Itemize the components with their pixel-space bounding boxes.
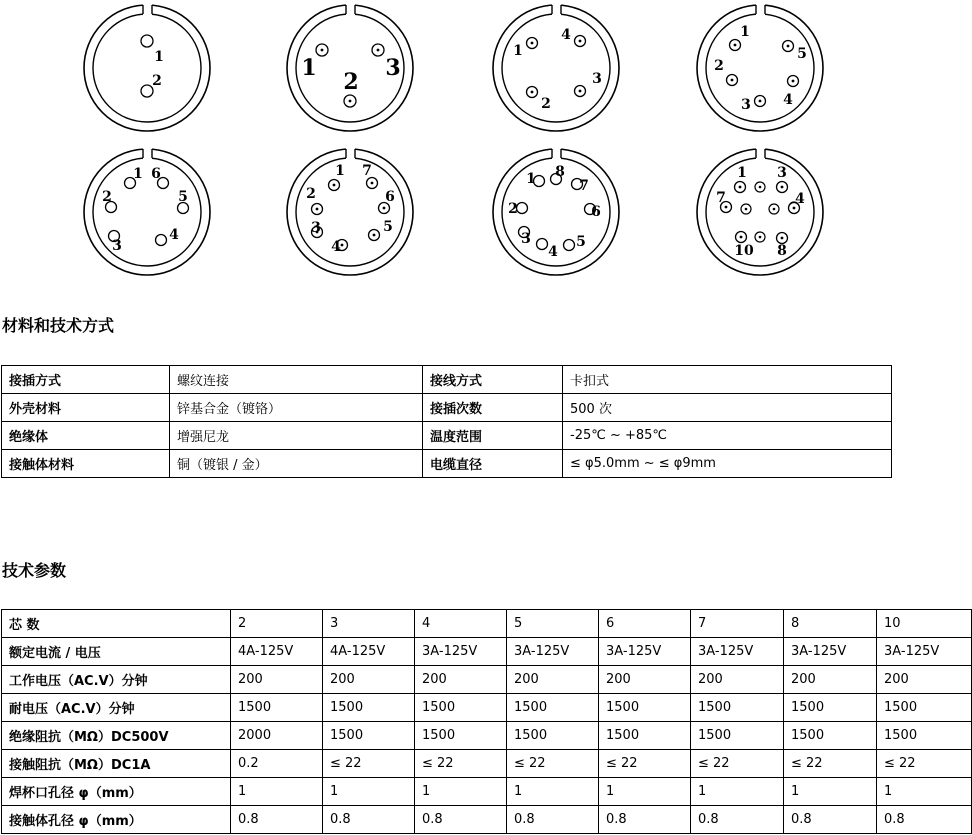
table-cell: 2 bbox=[231, 610, 323, 638]
table-cell: ≤ 22 bbox=[877, 750, 972, 778]
key-notch bbox=[346, 3, 355, 15]
table-cell: 500 次 bbox=[563, 394, 892, 422]
pin-hole bbox=[517, 203, 528, 214]
pin-number-label: 3 bbox=[592, 71, 602, 87]
table-cell: 3A-125V bbox=[507, 638, 599, 666]
table-cell: 锌基合金（镀铬） bbox=[170, 394, 423, 422]
params-row bbox=[2, 778, 972, 806]
table-cell: 4A-125V bbox=[323, 638, 415, 666]
table-header-cell: 电缆直径 bbox=[423, 450, 563, 478]
pin-number-label: 7 bbox=[579, 178, 589, 194]
table-cell: 4A-125V bbox=[231, 638, 323, 666]
pin-hole-dot bbox=[740, 236, 743, 239]
materials-row bbox=[2, 394, 892, 422]
table-cell: 1 bbox=[507, 778, 599, 806]
pin-number-label: 7 bbox=[362, 163, 372, 179]
key-notch bbox=[143, 3, 152, 15]
params-row bbox=[2, 610, 972, 638]
table-cell: 1500 bbox=[784, 722, 877, 750]
connector-outer-ring bbox=[287, 149, 413, 275]
pin-hole-dot bbox=[725, 206, 728, 209]
pin-number-label: 2 bbox=[541, 96, 551, 112]
params-row bbox=[2, 694, 972, 722]
table-cell: ≤ 22 bbox=[415, 750, 507, 778]
pin-number-label: 5 bbox=[797, 46, 807, 62]
params-section-title: 技术参数 bbox=[2, 561, 67, 580]
pin-number-label: 4 bbox=[548, 244, 558, 260]
connector-outer-ring bbox=[84, 5, 210, 131]
table-cell: 200 bbox=[323, 666, 415, 694]
table-cell: 200 bbox=[231, 666, 323, 694]
table-header-cell: 温度范围 bbox=[423, 422, 563, 450]
pin-number-label: 1 bbox=[335, 163, 345, 179]
pin-number-label: 3 bbox=[777, 165, 787, 181]
table-cell: 1500 bbox=[691, 722, 784, 750]
pin-hole bbox=[141, 35, 153, 47]
table-cell: 5 bbox=[507, 610, 599, 638]
pin-number-label: 8 bbox=[777, 243, 787, 259]
table-cell: 6 bbox=[599, 610, 691, 638]
pin-hole-dot bbox=[759, 186, 762, 189]
table-cell: 0.2 bbox=[231, 750, 323, 778]
pin-number-label: 7 bbox=[716, 190, 726, 206]
connector-diagram bbox=[493, 147, 619, 275]
table-cell: 200 bbox=[415, 666, 507, 694]
pin-number-label: 4 bbox=[795, 191, 805, 207]
table-cell: 0.8 bbox=[323, 806, 415, 834]
table-cell: 0.8 bbox=[507, 806, 599, 834]
pin-number-label: 6 bbox=[151, 166, 161, 182]
table-cell: 10 bbox=[877, 610, 972, 638]
pin-number-label: 3 bbox=[311, 220, 321, 236]
pin-number-label: 1 bbox=[740, 24, 750, 40]
table-cell: 200 bbox=[877, 666, 972, 694]
pin-hole bbox=[156, 235, 167, 246]
connector-pinout-diagrams bbox=[0, 0, 972, 290]
pin-number-label: 1 bbox=[301, 55, 317, 81]
connector-outer-ring bbox=[493, 5, 619, 131]
table-cell: 1 bbox=[231, 778, 323, 806]
pin-number-label: 1 bbox=[526, 171, 536, 187]
pin-number-label: 4 bbox=[169, 227, 179, 243]
table-cell: 0.8 bbox=[691, 806, 784, 834]
pin-number-label: 2 bbox=[343, 69, 359, 95]
pin-number-label: 2 bbox=[508, 201, 518, 217]
connector-outer-ring bbox=[697, 149, 823, 275]
key-notch bbox=[756, 147, 765, 159]
params-row bbox=[2, 722, 972, 750]
table-header-cell: 绝缘阻抗（MΩ）DC500V bbox=[2, 722, 231, 750]
pin-hole-dot bbox=[787, 45, 790, 48]
table-header-cell: 工作电压（AC.V）分钟 bbox=[2, 666, 231, 694]
pin-hole-dot bbox=[781, 237, 784, 240]
table-cell: 3 bbox=[323, 610, 415, 638]
table-cell: 1500 bbox=[507, 722, 599, 750]
pin-hole-dot bbox=[371, 182, 374, 185]
pin-number-label: 1 bbox=[737, 165, 747, 181]
pin-hole-dot bbox=[579, 90, 582, 93]
key-notch bbox=[756, 3, 765, 15]
table-cell: 3A-125V bbox=[691, 638, 784, 666]
connector-diagram bbox=[697, 147, 823, 275]
table-cell: ≤ 22 bbox=[507, 750, 599, 778]
table-cell: 1500 bbox=[784, 694, 877, 722]
table-cell: 1 bbox=[415, 778, 507, 806]
pin-number-label: 2 bbox=[714, 58, 724, 74]
table-cell: 4 bbox=[415, 610, 507, 638]
table-cell: 200 bbox=[507, 666, 599, 694]
params-row bbox=[2, 638, 972, 666]
params-row bbox=[2, 806, 972, 834]
table-cell: ≤ φ5.0mm ~ ≤ φ9mm bbox=[563, 450, 892, 478]
connector-outer-ring bbox=[84, 149, 210, 275]
table-cell: 0.8 bbox=[231, 806, 323, 834]
table-cell: 1500 bbox=[415, 694, 507, 722]
table-cell: 0.8 bbox=[415, 806, 507, 834]
table-cell: 1500 bbox=[877, 694, 972, 722]
table-header-cell: 接触体孔径 φ（mm） bbox=[2, 806, 231, 834]
pin-number-label: 6 bbox=[591, 204, 601, 220]
pin-hole-dot bbox=[349, 100, 352, 103]
table-cell: 铜（镀银 / 金） bbox=[170, 450, 423, 478]
table-cell: 1500 bbox=[507, 694, 599, 722]
table-cell: 1 bbox=[323, 778, 415, 806]
pin-hole-dot bbox=[792, 80, 795, 83]
pin-hole-dot bbox=[531, 91, 534, 94]
key-notch bbox=[143, 147, 152, 159]
pin-hole-dot bbox=[731, 79, 734, 82]
pin-hole-dot bbox=[316, 208, 319, 211]
pin-number-label: 10 bbox=[734, 243, 754, 259]
materials-row bbox=[2, 366, 892, 394]
table-cell: 0.8 bbox=[599, 806, 691, 834]
table-cell: 增强尼龙 bbox=[170, 422, 423, 450]
table-cell: -25℃ ~ +85℃ bbox=[563, 422, 892, 450]
pin-number-label: 5 bbox=[383, 219, 393, 235]
pin-hole-dot bbox=[759, 100, 762, 103]
connector-diagram bbox=[287, 3, 413, 131]
table-cell: 卡扣式 bbox=[563, 366, 892, 394]
table-cell: 1500 bbox=[323, 722, 415, 750]
table-header-cell: 接触阻抗（MΩ）DC1A bbox=[2, 750, 231, 778]
table-cell: ≤ 22 bbox=[691, 750, 784, 778]
pin-number-label: 1 bbox=[133, 166, 143, 182]
key-notch bbox=[346, 147, 355, 159]
table-header-cell: 耐电压（AC.V）分钟 bbox=[2, 694, 231, 722]
pin-hole-dot bbox=[531, 42, 534, 45]
pin-hole-dot bbox=[759, 236, 762, 239]
table-header-cell: 额定电流 / 电压 bbox=[2, 638, 231, 666]
table-cell: 1 bbox=[877, 778, 972, 806]
pin-number-label: 4 bbox=[331, 239, 341, 255]
pin-hole-dot bbox=[734, 44, 737, 47]
pin-number-label: 2 bbox=[306, 186, 316, 202]
params-row bbox=[2, 666, 972, 694]
pin-hole-dot bbox=[781, 186, 784, 189]
table-cell: 0.8 bbox=[784, 806, 877, 834]
table-cell: 1500 bbox=[877, 722, 972, 750]
pin-hole-dot bbox=[373, 234, 376, 237]
table-cell: 1500 bbox=[323, 694, 415, 722]
table-cell: 2000 bbox=[231, 722, 323, 750]
connector-diagram bbox=[697, 3, 823, 131]
table-cell: 3A-125V bbox=[415, 638, 507, 666]
pin-number-label: 4 bbox=[783, 92, 793, 108]
table-cell: 1 bbox=[691, 778, 784, 806]
pin-number-label: 2 bbox=[152, 73, 162, 89]
table-cell: 1500 bbox=[599, 694, 691, 722]
table-cell: 1500 bbox=[691, 694, 784, 722]
connector-diagram bbox=[287, 147, 413, 275]
pin-number-label: 3 bbox=[385, 55, 401, 81]
table-cell: 200 bbox=[599, 666, 691, 694]
pin-hole-dot bbox=[321, 49, 324, 52]
table-cell: 1500 bbox=[599, 722, 691, 750]
materials-table bbox=[1, 365, 892, 478]
table-cell: 0.8 bbox=[877, 806, 972, 834]
pin-hole bbox=[564, 240, 575, 251]
table-cell: 8 bbox=[784, 610, 877, 638]
pin-number-label: 1 bbox=[513, 43, 523, 59]
table-header-cell: 绝缘体 bbox=[2, 422, 170, 450]
table-cell: ≤ 22 bbox=[323, 750, 415, 778]
table-header-cell: 外壳材料 bbox=[2, 394, 170, 422]
table-header-cell: 芯 数 bbox=[2, 610, 231, 638]
connector-inner-ring bbox=[502, 14, 610, 122]
materials-section-title: 材料和技术方式 bbox=[2, 316, 115, 335]
pin-number-label: 5 bbox=[178, 189, 188, 205]
connector-inner-ring bbox=[93, 14, 201, 122]
pin-number-label: 6 bbox=[385, 189, 395, 205]
table-cell: 1 bbox=[784, 778, 877, 806]
table-cell: 3A-125V bbox=[877, 638, 972, 666]
pin-hole-dot bbox=[793, 207, 796, 210]
table-cell: 1 bbox=[599, 778, 691, 806]
materials-row bbox=[2, 450, 892, 478]
pin-hole-dot bbox=[383, 207, 386, 210]
pin-number-label: 5 bbox=[576, 234, 586, 250]
table-cell: 1500 bbox=[231, 694, 323, 722]
table-cell: 7 bbox=[691, 610, 784, 638]
table-cell: 1500 bbox=[415, 722, 507, 750]
pin-hole-dot bbox=[739, 186, 742, 189]
table-header-cell: 接线方式 bbox=[423, 366, 563, 394]
pin-hole-dot bbox=[579, 40, 582, 43]
pin-hole-dot bbox=[745, 208, 748, 211]
pin-hole bbox=[537, 239, 548, 250]
pin-hole-dot bbox=[773, 208, 776, 211]
table-cell: 3A-125V bbox=[599, 638, 691, 666]
table-cell: 3A-125V bbox=[784, 638, 877, 666]
pin-number-label: 3 bbox=[741, 97, 751, 113]
table-cell: ≤ 22 bbox=[784, 750, 877, 778]
key-notch bbox=[552, 3, 561, 15]
pin-hole-dot bbox=[333, 184, 336, 187]
table-header-cell: 接插次数 bbox=[423, 394, 563, 422]
table-header-cell: 接触体材料 bbox=[2, 450, 170, 478]
connector-diagram bbox=[84, 147, 210, 275]
table-header-cell: 接插方式 bbox=[2, 366, 170, 394]
table-cell: 200 bbox=[691, 666, 784, 694]
params-row bbox=[2, 750, 972, 778]
pin-number-label: 3 bbox=[521, 231, 531, 247]
connector-diagram bbox=[493, 3, 619, 131]
pin-number-label: 3 bbox=[112, 238, 122, 254]
pin-hole-dot bbox=[377, 49, 380, 52]
params-table bbox=[1, 609, 972, 834]
table-header-cell: 焊杯口孔径 φ（mm） bbox=[2, 778, 231, 806]
connector-diagram bbox=[84, 3, 210, 131]
key-notch bbox=[552, 147, 561, 159]
pin-number-label: 2 bbox=[102, 189, 112, 205]
pin-number-label: 4 bbox=[561, 27, 571, 43]
materials-row bbox=[2, 422, 892, 450]
table-cell: 螺纹连接 bbox=[170, 366, 423, 394]
pin-number-label: 8 bbox=[555, 164, 565, 180]
pin-number-label: 1 bbox=[154, 49, 164, 65]
pin-hole-dot bbox=[341, 244, 344, 247]
table-cell: ≤ 22 bbox=[599, 750, 691, 778]
table-cell: 200 bbox=[784, 666, 877, 694]
